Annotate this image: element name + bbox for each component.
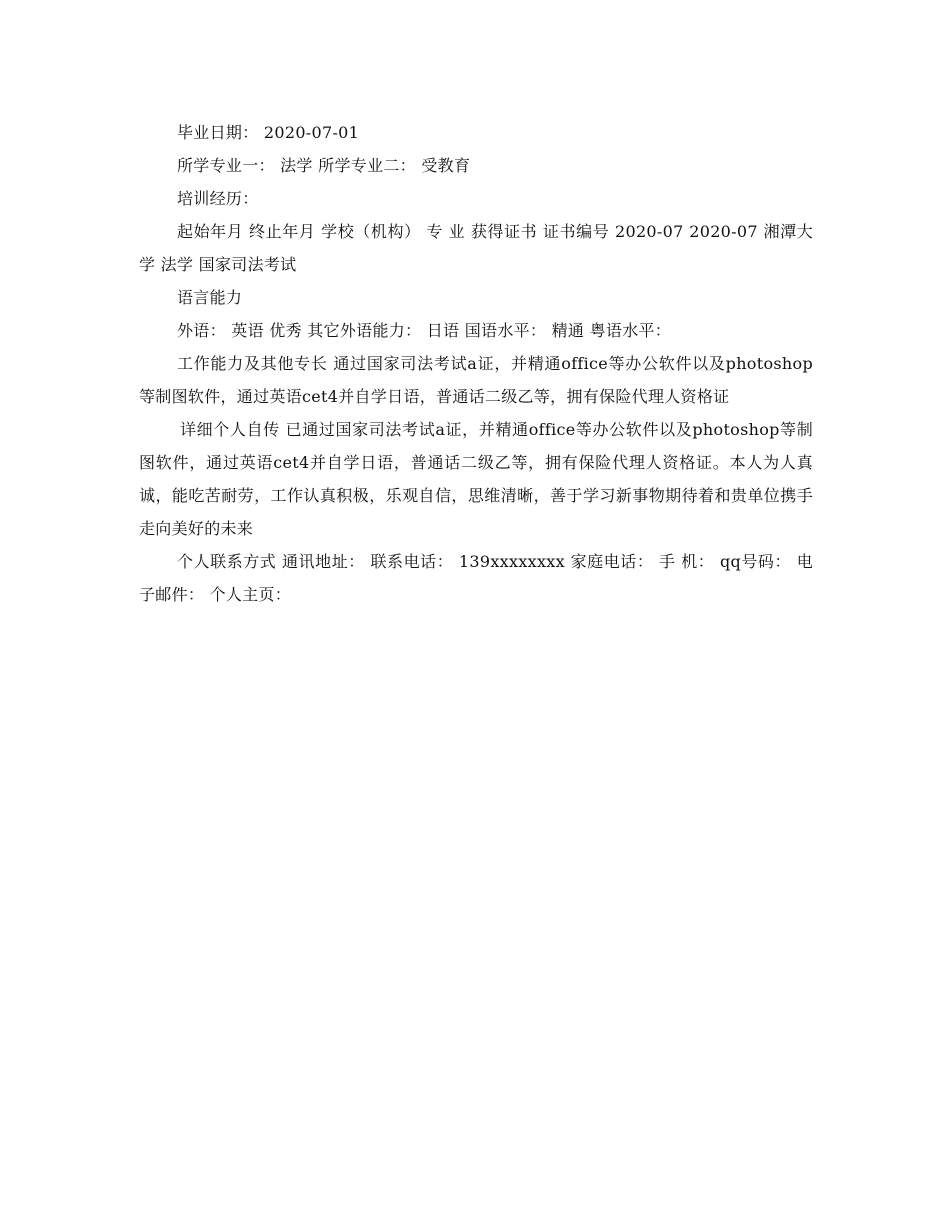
contact-paragraph: 个人联系方式 通讯地址： 联系电话： 139xxxxxxxx 家庭电话： 手 机： qq号码： 电子邮件： 个人主页： [139,552,813,604]
language-heading: 语言能力 [177,288,243,307]
document-body [139,116,813,611]
training-heading: 培训经历： [177,189,259,208]
skills-paragraph: 工作能力及其他专长 通过国家司法考试a证，并精通office等办公软件以及photoshop等制图软件，通过英语cet4并自学日语，普通话二级乙等，拥有保险代理人资格证 [139,354,813,406]
foreign-language-line: 外语： 英语 优秀 其它外语能力： 日语 国语水平： 精通 粤语水平： [177,321,672,340]
graduation-date-line: 毕业日期： 2020-07-01 [177,123,360,142]
autobiography-paragraph: 详细个人自传 已通过国家司法考试a证，并精通office等办公软件以及photoshop等制图软件，通过英语cet4并自学日语，普通话二级乙等，拥有保险代理人资格证。本人为人真诚，能吃苦耐劳，工作认真积极，乐观自信，思维清晰，善于学习新事物期待着和贵单位携手走向美好的未来 [139,420,813,538]
major-line: 所学专业一： 法学 所学专业二： 受教育 [177,156,471,175]
training-record: 起始年月 终止年月 学校（机构） 专 业 获得证书 证书编号 2020-07 2020-07 湘潭大学 法学 国家司法考试 [139,222,813,274]
